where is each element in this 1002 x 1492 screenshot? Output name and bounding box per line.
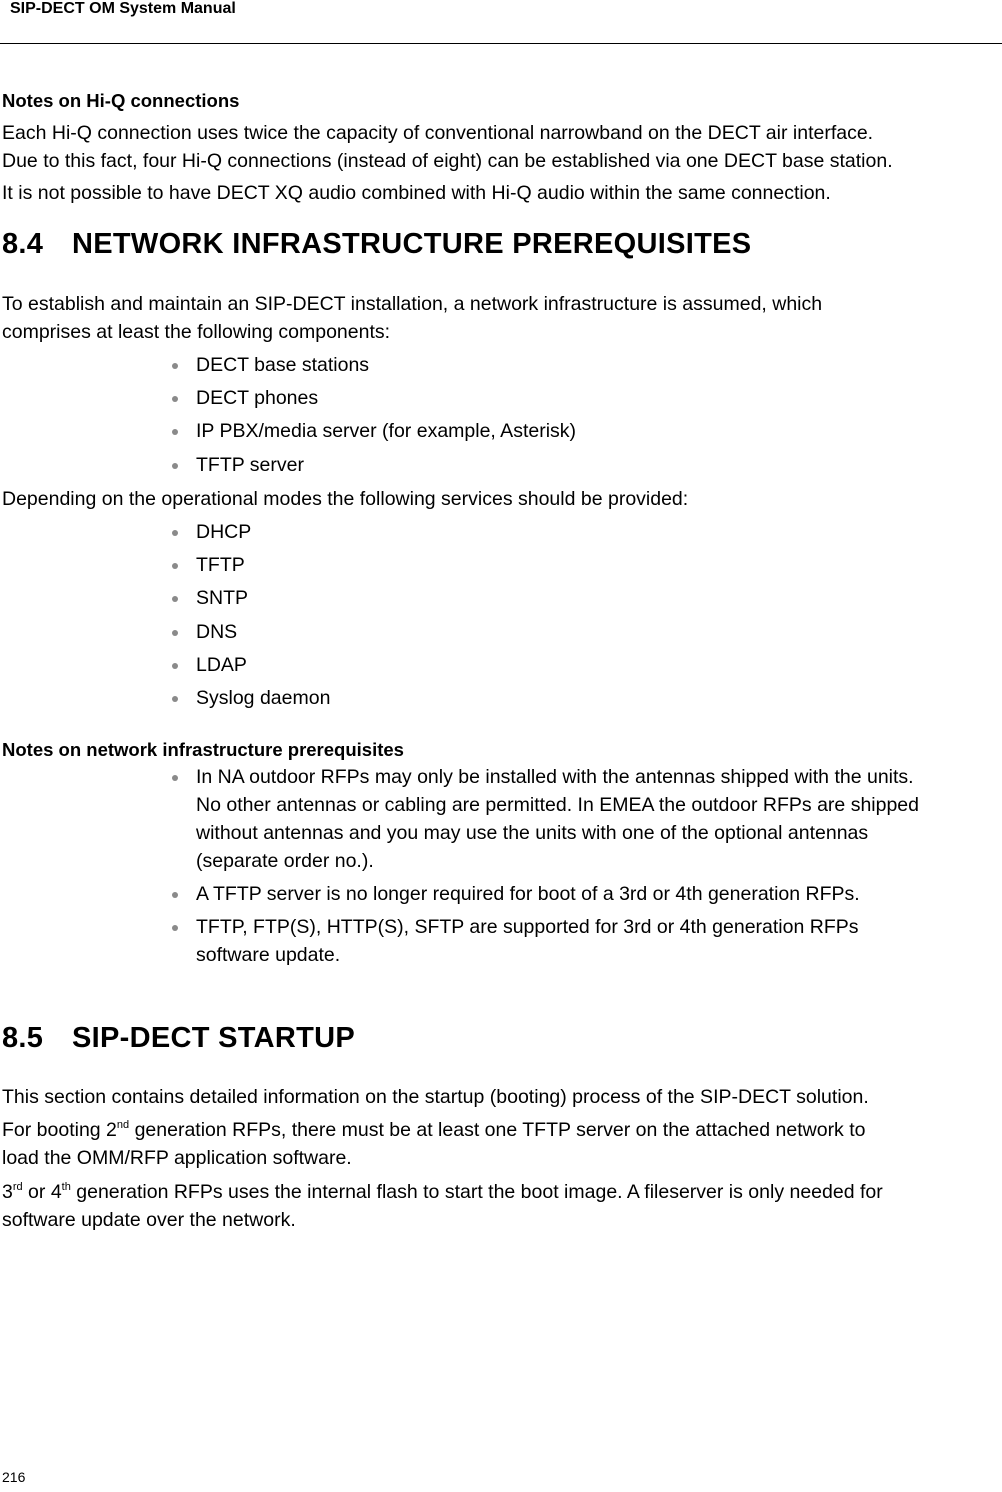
- para3-line2: software update over the network.: [2, 1209, 296, 1231]
- services-list: [172, 518, 330, 717]
- list-item-text: IP PBX/media server (for example, Asterisk): [196, 420, 577, 443]
- services-intro: Depending on the operational modes the following services should be provided:: [2, 488, 689, 510]
- bullet-icon: [172, 463, 178, 469]
- hiq-para1-line1: Each Hi-Q connection uses twice the capacity of conventional narrowband on the DECT air interface.: [2, 122, 874, 144]
- note-line: software update.: [196, 944, 341, 966]
- bullet-icon: [172, 596, 178, 602]
- list-item: [172, 684, 330, 717]
- para2-line2: load the OMM/RFP application software.: [2, 1147, 352, 1169]
- intro-line-2: comprises at least the following components:: [2, 321, 391, 343]
- list-item-text: Syslog daemon: [196, 686, 331, 709]
- intro-line-1: To establish and maintain an SIP-DECT installation, a network infrastructure is assumed, which: [2, 293, 823, 315]
- list-item: [172, 351, 576, 384]
- section-8-4-intro: [2, 290, 822, 346]
- list-item-text: LDAP: [196, 653, 247, 676]
- bullet-icon: [172, 630, 178, 636]
- para3-line1: [2, 1178, 883, 1206]
- bullet-icon: [172, 563, 178, 569]
- text-run: 3: [2, 1181, 13, 1203]
- bullet-icon: [172, 892, 178, 898]
- list-item: [172, 551, 330, 584]
- list-item: [172, 518, 330, 551]
- text-run: generation RFPs, there must be at least one TFTP server on the attached network to: [129, 1119, 866, 1141]
- para2-line1: [2, 1116, 866, 1144]
- list-item: [172, 451, 576, 484]
- list-item: [172, 913, 919, 974]
- list-item: [172, 417, 576, 450]
- list-item-text: DECT phones: [196, 387, 319, 410]
- list-item-text: DNS: [196, 620, 238, 643]
- bullet-icon: [172, 925, 178, 931]
- header-rule: [0, 43, 1002, 44]
- list-item-text: TFTP server: [196, 453, 304, 476]
- section-8-5-heading: [2, 1022, 355, 1055]
- page-number: 216: [2, 1469, 26, 1485]
- page-header-title: SIP-DECT OM System Manual: [10, 0, 236, 17]
- bullet-icon: [172, 775, 178, 781]
- section-title: NETWORK INFRASTRUCTURE PREREQUISITES: [72, 228, 752, 260]
- notes-heading: Notes on network infrastructure prerequisites: [2, 739, 404, 760]
- hiq-paragraph-2: It is not possible to have DECT XQ audio combined with Hi-Q audio within the same connection.: [2, 182, 831, 204]
- section-number: 8.5: [2, 1022, 44, 1054]
- bullet-icon: [172, 663, 178, 669]
- bullet-icon: [172, 429, 178, 435]
- list-item: [172, 880, 919, 913]
- hiq-heading: Notes on Hi-Q connections: [2, 90, 240, 111]
- bullet-icon: [172, 696, 178, 702]
- section-number: 8.4: [2, 228, 44, 260]
- notes-list: [172, 763, 919, 974]
- hiq-paragraph-1: [2, 119, 893, 175]
- superscript: rd: [12, 1181, 23, 1193]
- list-item-text: SNTP: [196, 587, 249, 610]
- superscript: nd: [116, 1119, 130, 1131]
- list-item: [172, 584, 330, 617]
- list-item: [172, 384, 576, 417]
- section-title: SIP-DECT STARTUP: [72, 1022, 355, 1054]
- list-item: [172, 651, 330, 684]
- section-8-4-heading: [2, 228, 751, 261]
- note-line: without antennas and you may use the units with one of the optional antennas: [196, 822, 869, 844]
- list-item-text: DHCP: [196, 521, 252, 543]
- superscript: th: [61, 1181, 71, 1193]
- text-run: generation RFPs uses the internal flash to start the boot image. A fileserver is only needed for: [70, 1181, 883, 1203]
- bullet-icon: [172, 363, 178, 369]
- hiq-para1-line2: Due to this fact, four Hi-Q connections (instead of eight) can be established via one DECT base station.: [2, 150, 893, 172]
- text-run: For booting 2: [2, 1119, 117, 1141]
- text-run: or 4: [22, 1181, 62, 1203]
- note-line: No other antennas or cabling are permitted. In EMEA the outdoor RFPs are shipped: [196, 794, 919, 816]
- list-item: [172, 763, 919, 880]
- section-8-5-para-3: [2, 1178, 883, 1234]
- note-line: TFTP, FTP(S), HTTP(S), SFTP are supported for 3rd or 4th generation RFPs: [196, 916, 859, 938]
- note-line: A TFTP server is no longer required for boot of a 3rd or 4th generation RFPs.: [196, 883, 860, 905]
- list-item: [172, 618, 330, 651]
- bullet-icon: [172, 530, 178, 536]
- components-list: [172, 351, 576, 484]
- section-8-5-para-1: This section contains detailed information on the startup (booting) process of the SIP-DECT solution.: [2, 1086, 869, 1108]
- section-8-5-para-2: [2, 1116, 866, 1172]
- bullet-icon: [172, 396, 178, 402]
- list-item-text: TFTP: [196, 554, 245, 577]
- note-line: In NA outdoor RFPs may only be installed with the antennas shipped with the units.: [196, 766, 914, 788]
- list-item-text: DECT base stations: [196, 354, 370, 376]
- note-line: (separate order no.).: [196, 850, 374, 872]
